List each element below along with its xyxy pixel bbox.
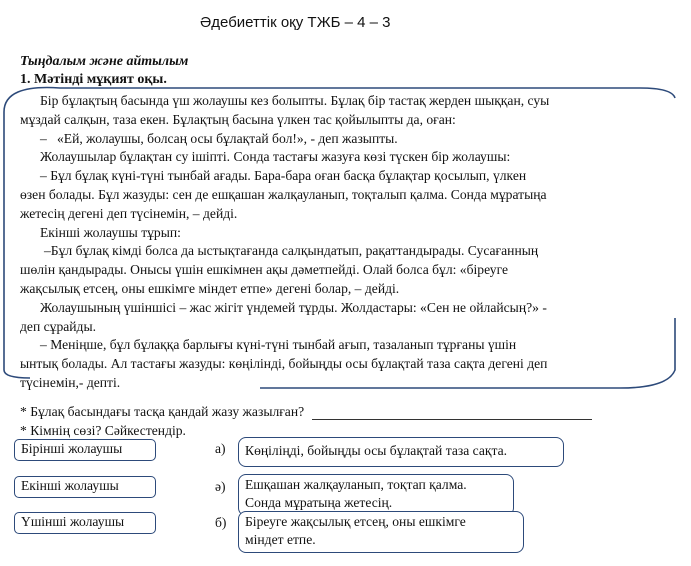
match-left-first-traveler[interactable]: Бірінші жолаушы	[14, 439, 156, 461]
match-right-ae-line2: Сонда мұратыңа жетесің.	[245, 495, 393, 510]
story-line: Жолаушылар бұлақтан су ішіпті. Сонда тастағы жазуға көзі түскен бір жолаушы:	[40, 149, 511, 165]
story-line: деп сұрайды.	[20, 318, 97, 334]
story-text	[20, 92, 680, 393]
match-right-b-line2: міндет етпе.	[245, 532, 316, 547]
story-line: –Бұл бұлақ кімді болса да ыстықтағанда салқындатып, рақаттандырады. Сусағанның	[44, 243, 539, 259]
story-line: жетесің дегені деп түсінемін, – дейді.	[20, 205, 238, 221]
question-1	[20, 404, 592, 420]
story-line: ынтық болады. Ал тастағы жазуды: көңілінді, бойыңды осы бұлақтай таза сақта дегені деп	[20, 356, 548, 372]
story-line: Жолаушының үшіншісі – жас жігіт үндемей тұрды. Жолдастары: «Сен не ойлайсың?» -	[40, 299, 547, 315]
match-right-b[interactable]	[238, 511, 524, 553]
match-letter-ae: ә)	[215, 479, 226, 494]
story-line: түсінемін,- депті.	[20, 374, 121, 390]
story-line: Екінші жолаушы тұрып:	[40, 224, 181, 240]
story-line: – Бұл бұлақ күні-түні тынбай ағады. Бара-бара оған басқа бұлақтар қосылып, үлкен	[40, 168, 527, 184]
match-right-b-line1: Біреуге жақсылық етсең, оны ешкімге	[245, 514, 466, 529]
story-line: Бір бұлақтың басында үш жолаушы кез болыпты. Бұлақ бір тастақ жерден шыққан, суы	[40, 93, 550, 108]
match-right-a-line1: Көңіліңді, бойыңды осы бұлақтай таза сақта.	[245, 443, 508, 458]
match-left-second-traveler[interactable]: Екінші жолаушы	[14, 476, 156, 498]
page-title: Әдебиеттік оқу ТЖБ – 4 – 3	[200, 14, 391, 31]
match-left-third-traveler[interactable]: Үшінші жолаушы	[14, 512, 156, 534]
section-heading: Тыңдалым және айтылым	[20, 54, 189, 69]
story-line: – Меніңше, бұл бұлаққа барлығы күні-түні тынбай ағып, тазаланып тұрғаны үшін	[40, 337, 517, 353]
match-right-ae[interactable]	[238, 474, 514, 516]
question-1-text: * Бұлақ басындағы тасқа қандай жазу жазылған?	[20, 404, 305, 419]
match-letter-b: б)	[215, 515, 227, 530]
story-line: мұздай салқын, таза екен. Бұлақтың басына үлкен тас қойылыпты да, оған:	[20, 111, 456, 127]
story-line: өзен болады. Бұл жазуды: сен де ешқашан жалқауланып, тоқталып қалма. Сонда мұратыңа	[20, 186, 547, 202]
question-2: * Кімнің сөзі? Сәйкестендір.	[20, 423, 186, 438]
answer-line[interactable]	[312, 405, 592, 420]
match-right-a[interactable]	[238, 437, 564, 467]
match-right-ae-line1: Ешқашан жалқауланып, тоқтап қалма.	[245, 477, 467, 492]
story-line: шөлін қандырады. Онысы үшін ешкімнен ақы дәметпейді. Олай болса бұл: «біреуге	[20, 262, 509, 278]
story-line: – «Ей, жолаушы, болсаң осы бұлақтай бол!», - деп жазыпты.	[40, 130, 398, 146]
match-letter-a: а)	[215, 441, 226, 456]
task-heading: 1. Мәтінді мұқият оқы.	[20, 72, 167, 87]
story-line: жақсылық етсең, оны ешкімге міндет етпе» дегені болар, – дейді.	[20, 280, 400, 296]
